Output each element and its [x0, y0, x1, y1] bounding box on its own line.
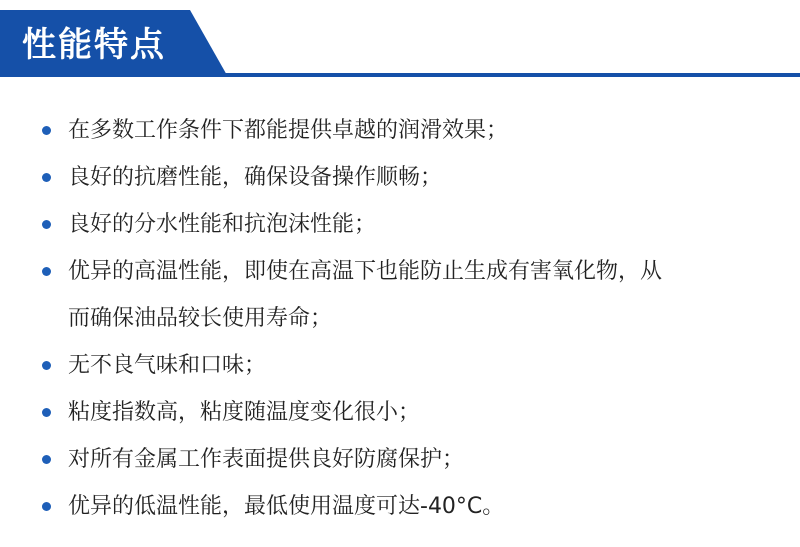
list-item: [0, 389, 800, 436]
feature-text: 在多数工作条件下都能提供卓越的润滑效果；: [68, 118, 509, 143]
bullet-icon: [42, 173, 51, 182]
list-item: [0, 201, 800, 248]
bullet-icon: [42, 220, 51, 229]
feature-text: 优异的低温性能，最低使用温度可达-40°C。: [68, 494, 505, 519]
section-header: [0, 0, 800, 80]
feature-text-line-1: 优异的高温性能，即使在高温下也能防止生成有害氧化物，从: [68, 259, 663, 284]
list-item: [0, 107, 800, 154]
bullet-icon: [42, 361, 51, 370]
feature-text-line-2: 而确保油品较长使用寿命；: [68, 306, 333, 331]
list-item: [0, 483, 800, 530]
bullet-icon: [42, 126, 51, 135]
section-title: 性能特点: [22, 25, 166, 65]
feature-text: 无不良气味和口味；: [68, 353, 267, 378]
list-item: [0, 436, 800, 483]
feature-list: [0, 107, 800, 530]
bullet-icon: [42, 408, 51, 417]
feature-text: 对所有金属工作表面提供良好防腐保护；: [68, 447, 465, 472]
bullet-icon: [42, 502, 51, 511]
list-item: [0, 248, 800, 342]
list-item: [0, 154, 800, 201]
list-item: [0, 342, 800, 389]
feature-text: 良好的分水性能和抗泡沫性能；: [68, 212, 377, 237]
bullet-icon: [42, 455, 51, 464]
feature-text: 粘度指数高，粘度随温度变化很小；: [68, 400, 421, 425]
bullet-icon: [42, 267, 51, 276]
feature-text: 良好的抗磨性能，确保设备操作顺畅；: [68, 165, 443, 190]
